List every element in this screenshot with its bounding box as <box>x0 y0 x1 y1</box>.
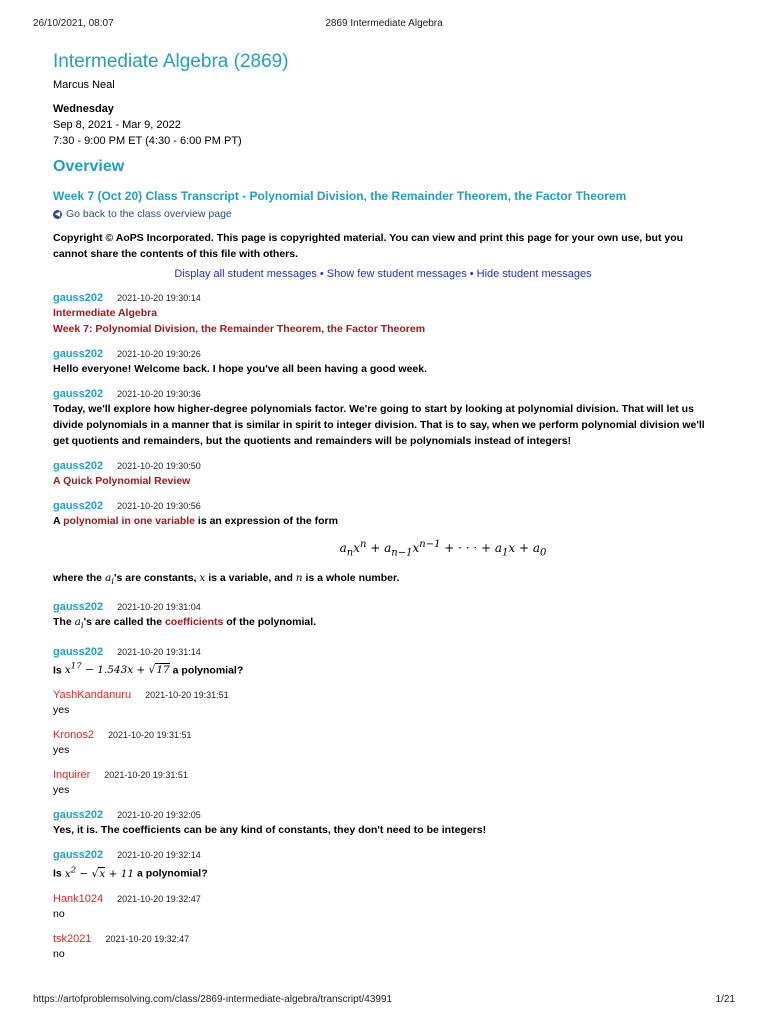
message <box>53 387 713 449</box>
highlighted-term: polynomial in one variable <box>63 515 195 527</box>
timestamp: 2021-10-20 19:31:04 <box>117 602 201 613</box>
display-all-messages-link[interactable]: Display all student messages <box>174 268 317 280</box>
username[interactable]: gauss202 <box>53 388 104 400</box>
print-date: 26/10/2021, 08:07 <box>33 18 114 29</box>
class-times: 7:30 - 9:00 PM ET (4:30 - 6:00 PM PT) <box>53 135 242 147</box>
hide-messages-link[interactable]: Hide student messages <box>476 268 592 280</box>
message-text: A Quick Polynomial Review <box>53 475 191 487</box>
timestamp: 2021-10-20 19:32:05 <box>117 810 201 821</box>
print-url: https://artofproblemsolving.com/class/2869-intermediate-algebra/transcript/43991 <box>33 994 393 1005</box>
message-text: yes <box>53 744 70 757</box>
message-text: Yes, it is. The coefficients can be any kind of constants, they don't need to be integers! <box>53 824 487 837</box>
username[interactable]: tsk2021 <box>53 932 92 945</box>
message <box>53 600 713 634</box>
overview-link[interactable]: Overview <box>53 158 125 175</box>
separator: • <box>319 268 324 280</box>
message <box>53 848 713 882</box>
message-text: yes <box>53 784 70 797</box>
page-number: 1/21 <box>715 994 735 1005</box>
username[interactable]: Kronos2 <box>53 729 94 742</box>
print-document-title: 2869 Intermediate Algebra <box>325 18 443 29</box>
username[interactable]: YashKandanuru <box>53 689 132 702</box>
message-text: The $a_i's$ are called the coefficients of the polynomial. <box>53 616 317 632</box>
username[interactable]: gauss202 <box>53 601 104 614</box>
math-expression: $x^{17} - 1.543x + √17$ <box>64 661 170 677</box>
timestamp: 2021-10-20 19:31:51 <box>107 730 192 741</box>
timestamp: 2021-10-20 19:32:14 <box>117 850 201 861</box>
copyright-notice: Copyright © AoPS Incorporated. This page is copyrighted material. You can view and print this page for your own use, but you cannot share the contents of this file with others. <box>53 232 684 260</box>
print-header <box>33 18 735 32</box>
username[interactable]: gauss202 <box>53 500 104 512</box>
polynomial-formula: $a_nx^n + a_{n-1}x^{n-1}$ + · · · + $a_1x + a_0$ <box>339 539 547 559</box>
message <box>53 645 713 679</box>
arrow-left-circle-icon: ◀ <box>54 210 61 218</box>
message-text: Week 7: Polynomial Division, the Remainder Theorem, the Factor Theorem <box>53 323 426 335</box>
username[interactable]: gauss202 <box>53 460 104 472</box>
message-text: no <box>53 947 65 960</box>
back-link-label: Go back to the class overview page <box>66 208 232 220</box>
timestamp: 2021-10-20 19:30:14 <box>117 293 201 303</box>
transcript-content <box>53 50 713 962</box>
display-options <box>53 267 713 281</box>
timestamp: 2021-10-20 19:32:47 <box>105 933 190 944</box>
week-title: Week 7 (Oct 20) Class Transcript - Polynomial Division, the Remainder Theorem, the Factor Theorem <box>53 189 627 203</box>
message-text: Hello everyone! Welcome back. I hope you've all been having a good week. <box>53 363 428 375</box>
print-footer <box>33 994 735 1008</box>
username[interactable]: gauss202 <box>53 645 104 658</box>
username[interactable]: Inquirer <box>53 769 91 782</box>
instructor-name: Marcus Neal <box>53 79 115 91</box>
username[interactable]: gauss202 <box>53 348 104 360</box>
message-text: where the $a_i's$ are constants, x is a variable, and n is a whole number. <box>53 572 400 588</box>
class-day: Wednesday <box>53 103 114 115</box>
class-title: Intermediate Algebra (2869) <box>53 51 289 72</box>
message-text: Intermediate Algebra <box>53 307 158 319</box>
timestamp: 2021-10-20 19:30:36 <box>117 389 201 399</box>
message-text: Is $x^{17} - 1.543x + √17$ a polynomial? <box>53 661 244 677</box>
timestamp: 2021-10-20 19:31:51 <box>145 690 229 701</box>
timestamp: 2021-10-20 19:30:56 <box>117 501 201 511</box>
message <box>53 728 713 758</box>
separator: • <box>469 268 474 280</box>
message <box>53 688 713 718</box>
show-few-messages-link[interactable]: Show few student messages <box>326 268 467 280</box>
highlighted-term: coefficients <box>164 616 224 629</box>
timestamp: 2021-10-20 19:31:51 <box>104 770 188 781</box>
message-text: A polynomial in one variable is an expression of the form <box>53 515 338 527</box>
username[interactable]: gauss202 <box>53 849 104 862</box>
timestamp: 2021-10-20 19:31:14 <box>117 646 201 657</box>
message <box>53 499 713 590</box>
message <box>53 347 713 377</box>
username[interactable]: gauss202 <box>53 809 104 822</box>
message <box>53 291 713 337</box>
username[interactable]: gauss202 <box>53 292 104 304</box>
message-text: yes <box>53 704 70 717</box>
username[interactable]: Hank1024 <box>53 892 104 905</box>
message <box>53 459 713 489</box>
back-to-overview-link[interactable] <box>53 207 713 221</box>
class-dates: Sep 8, 2021 - Mar 9, 2022 <box>53 119 181 131</box>
math-expression: $x^2 - √x + 11$ <box>64 865 135 880</box>
message-text: Today, we'll explore how higher-degree polynomials factor. We're going to start by looking at polynomial division. That will let us divide polynomials in a manner that is similar in spirit to integer division. That is to say, when we perform polynomial division we'll get quotients and remainders, but the quotients and remainders will be polynomials instead of integers! <box>53 403 705 447</box>
timestamp: 2021-10-20 19:32:47 <box>117 893 201 904</box>
message <box>53 808 713 838</box>
timestamp: 2021-10-20 19:30:50 <box>117 461 201 471</box>
message <box>53 768 713 798</box>
timestamp: 2021-10-20 19:30:26 <box>117 349 201 359</box>
message-text: Is $x^2 - √x + 11$ a polynomial? <box>53 865 208 880</box>
message <box>53 892 713 922</box>
message <box>53 932 713 962</box>
message-text: no <box>53 907 65 920</box>
